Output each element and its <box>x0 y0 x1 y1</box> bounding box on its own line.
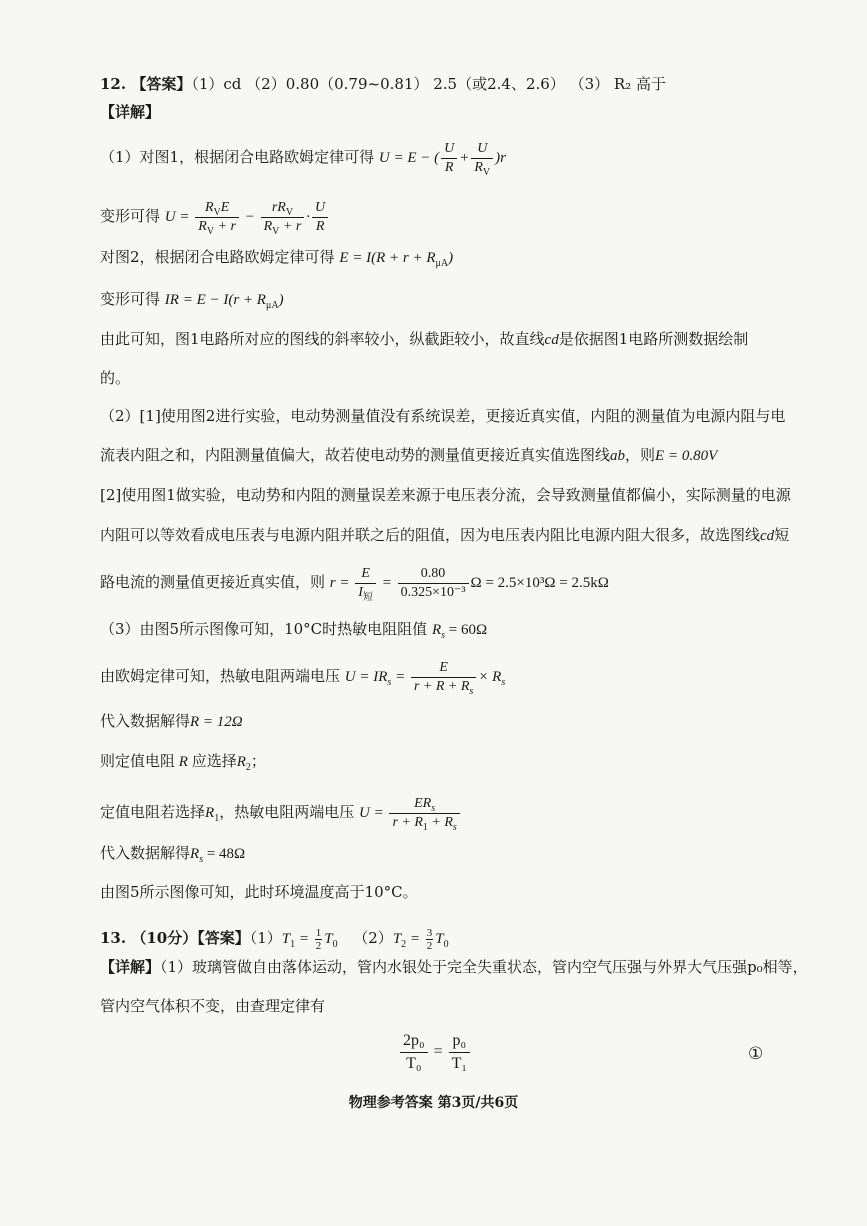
text: 代入数据解得 <box>100 712 191 730</box>
line-ab: ab <box>610 448 626 464</box>
text: 变形可得 <box>100 290 161 308</box>
q13-score: （10分） <box>131 928 198 947</box>
q12-line-3 <box>100 247 453 268</box>
q12-line-15: 则定值电阻 R 应选择$R_2$； <box>100 752 266 773</box>
value: = 48Ω <box>206 846 246 862</box>
equation: $T_2$ = $\frac{3}{2}$ $T_0$ <box>392 927 449 952</box>
q12-number: 12. <box>100 75 127 93</box>
fraction-denominator: 0.325×10⁻³ <box>400 585 466 600</box>
detail-tag: 【详解】 <box>100 103 161 121</box>
q12-line-17 <box>100 843 245 864</box>
q12-line-6: 的。 <box>100 369 131 387</box>
q12-line-11 <box>100 565 609 602</box>
equation: U = $\frac{ER_s}{r + R_1 + R_s}$ <box>359 805 462 821</box>
q12-line-13 <box>100 659 505 696</box>
equation: R = 12Ω <box>190 714 243 730</box>
text: 对图2，根据闭合电路欧姆定律可得 <box>100 248 335 266</box>
numerator: p₀ <box>449 1030 470 1053</box>
symbol-r: R <box>175 754 192 770</box>
q13-answer-line <box>100 927 449 952</box>
q12-line-12 <box>100 619 487 640</box>
q12-line-16 <box>100 795 462 832</box>
answer-tag: 【答案】 <box>131 75 192 93</box>
line-cd: cd <box>544 332 559 348</box>
text: 定值电阻若选择 <box>100 802 206 821</box>
text: 则定值电阻 <box>100 752 176 770</box>
equation: r = $\frac{E}{I_短}$ = $\frac{0.80}{\text{0.325×10⁻³}}$ Ω = 2.5×10³Ω = 2.5kΩ <box>329 566 609 603</box>
text: 由此可知，图1电路所对应的图线的斜率较小，纵截距较小，故直线 <box>100 330 545 348</box>
text: ，则 <box>625 446 656 464</box>
answer-tag: 【答案】 <box>197 928 250 947</box>
equation: $U = IR_s$ = $\frac{E}{r + R + R_s}$ × $R_s$ <box>344 660 506 697</box>
symbol-r2: $R_2$ <box>236 754 251 773</box>
equation: E = 0.80V <box>655 448 718 464</box>
text: 是依据图1电路所测数据绘制 <box>558 330 749 348</box>
equation: $R_s = 48\Omega$ <box>190 846 246 865</box>
equation: $T_1$ = $\frac{1}{2}$ $T_0$ <box>281 927 338 952</box>
q12-line-4 <box>100 289 284 310</box>
text: 由欧姆定律可知，热敏电阻两端电压 <box>100 666 341 685</box>
label: （1） <box>249 928 282 947</box>
text: （1）对图1，根据闭合电路欧姆定律可得 <box>100 147 375 166</box>
text: ，热敏电阻两端电压 <box>219 802 355 821</box>
result: Ω = 2.5×10³Ω = 2.5kΩ <box>470 574 609 591</box>
text: （3）由图5所示图像可知，10°C时热敏电阻阻值 <box>100 620 428 638</box>
q12-line-5 <box>100 329 748 350</box>
fraction-numerator: 0.80 <box>398 565 469 584</box>
q12-line-10 <box>100 525 789 546</box>
q13-number: 13. <box>100 928 127 947</box>
q12-answer-line <box>100 74 666 94</box>
q12-line-8 <box>100 445 717 466</box>
text: 应选择 <box>191 752 237 770</box>
text: （1）玻璃管做自由落体运动，管内水银处于完全失重状态，管内空气压强与外界大气压强p₀相等， <box>160 958 808 976</box>
denominator: T₀ <box>406 1055 422 1072</box>
text: 代入数据解得 <box>100 844 191 862</box>
charles-law-equation: $\frac{\text{2p₀}}{\text{T₀}}$ = $\frac{\text{p₀}}{\text{T₁}}$ <box>398 1030 472 1075</box>
q12-line-18: 由图5所示图像可知，此时环境温度高于10°C。 <box>100 883 418 901</box>
symbol-r1: $R_1$ <box>205 804 220 824</box>
q12-line-2 <box>100 199 330 236</box>
q13-line-2: 管内空气体积不变，由查理定律有 <box>100 997 326 1015</box>
text: 变形可得 <box>100 206 161 225</box>
text: 短 <box>774 526 790 544</box>
page-footer: 物理参考答案 第3页/共6页 <box>348 1095 519 1111</box>
text: 内阻可以等效看成电压表与电源内阻并联之后的阻值，因为电压表内阻比电源内阻大很多，故选图线 <box>100 526 761 544</box>
numerator: 2p₀ <box>400 1030 428 1053</box>
q12-line-1 <box>100 140 506 177</box>
q12-line-9: [2]使用图1做实验，电动势和内阻的测量误差来源于电压表分流，会导致测量值都偏小，实际测量的电源 <box>100 486 791 504</box>
detail-tag: 【详解】 <box>100 958 161 976</box>
equation: $E = I(R + r + R_{\mu A})$ <box>339 250 454 269</box>
line-cd: cd <box>760 528 775 544</box>
q12-answers: （1）cd （2）0.80（0.79~0.81） 2.5（或2.4、2.6） （3） R₂ 高于 <box>191 75 666 93</box>
q12-line-7: （2）[1]使用图2进行实验，电动势测量值没有系统误差，更接近真实值，内阻的测量值为电源内阻与电 <box>100 407 786 425</box>
equation: IR = $E - I(r + R_{\mu A})$ <box>164 292 284 311</box>
equation-marker: ① <box>748 1044 764 1064</box>
label: （2） <box>353 928 393 947</box>
text: 路电流的测量值更接近真实值，则 <box>100 572 326 591</box>
text: 流表内阻之和，内阻测量值偏大，故若使电动势的测量值更接近真实值选图线 <box>100 446 611 464</box>
equation: U = E − ( $\frac{U}{R}$ + $\frac{U}{R_V}$ )r <box>378 141 506 178</box>
q13-line-1 <box>100 957 808 977</box>
equation: U = $\frac{R_VE}{R_V + r}$ − $\frac{rR_V}{R_V + r}$ · $\frac{U}{R}$ <box>165 209 330 225</box>
value: = 60Ω <box>448 622 488 638</box>
equation: $R_s = 60\Omega$ <box>431 622 488 641</box>
q12-line-14 <box>100 711 243 732</box>
denominator: T₁ <box>451 1055 467 1072</box>
